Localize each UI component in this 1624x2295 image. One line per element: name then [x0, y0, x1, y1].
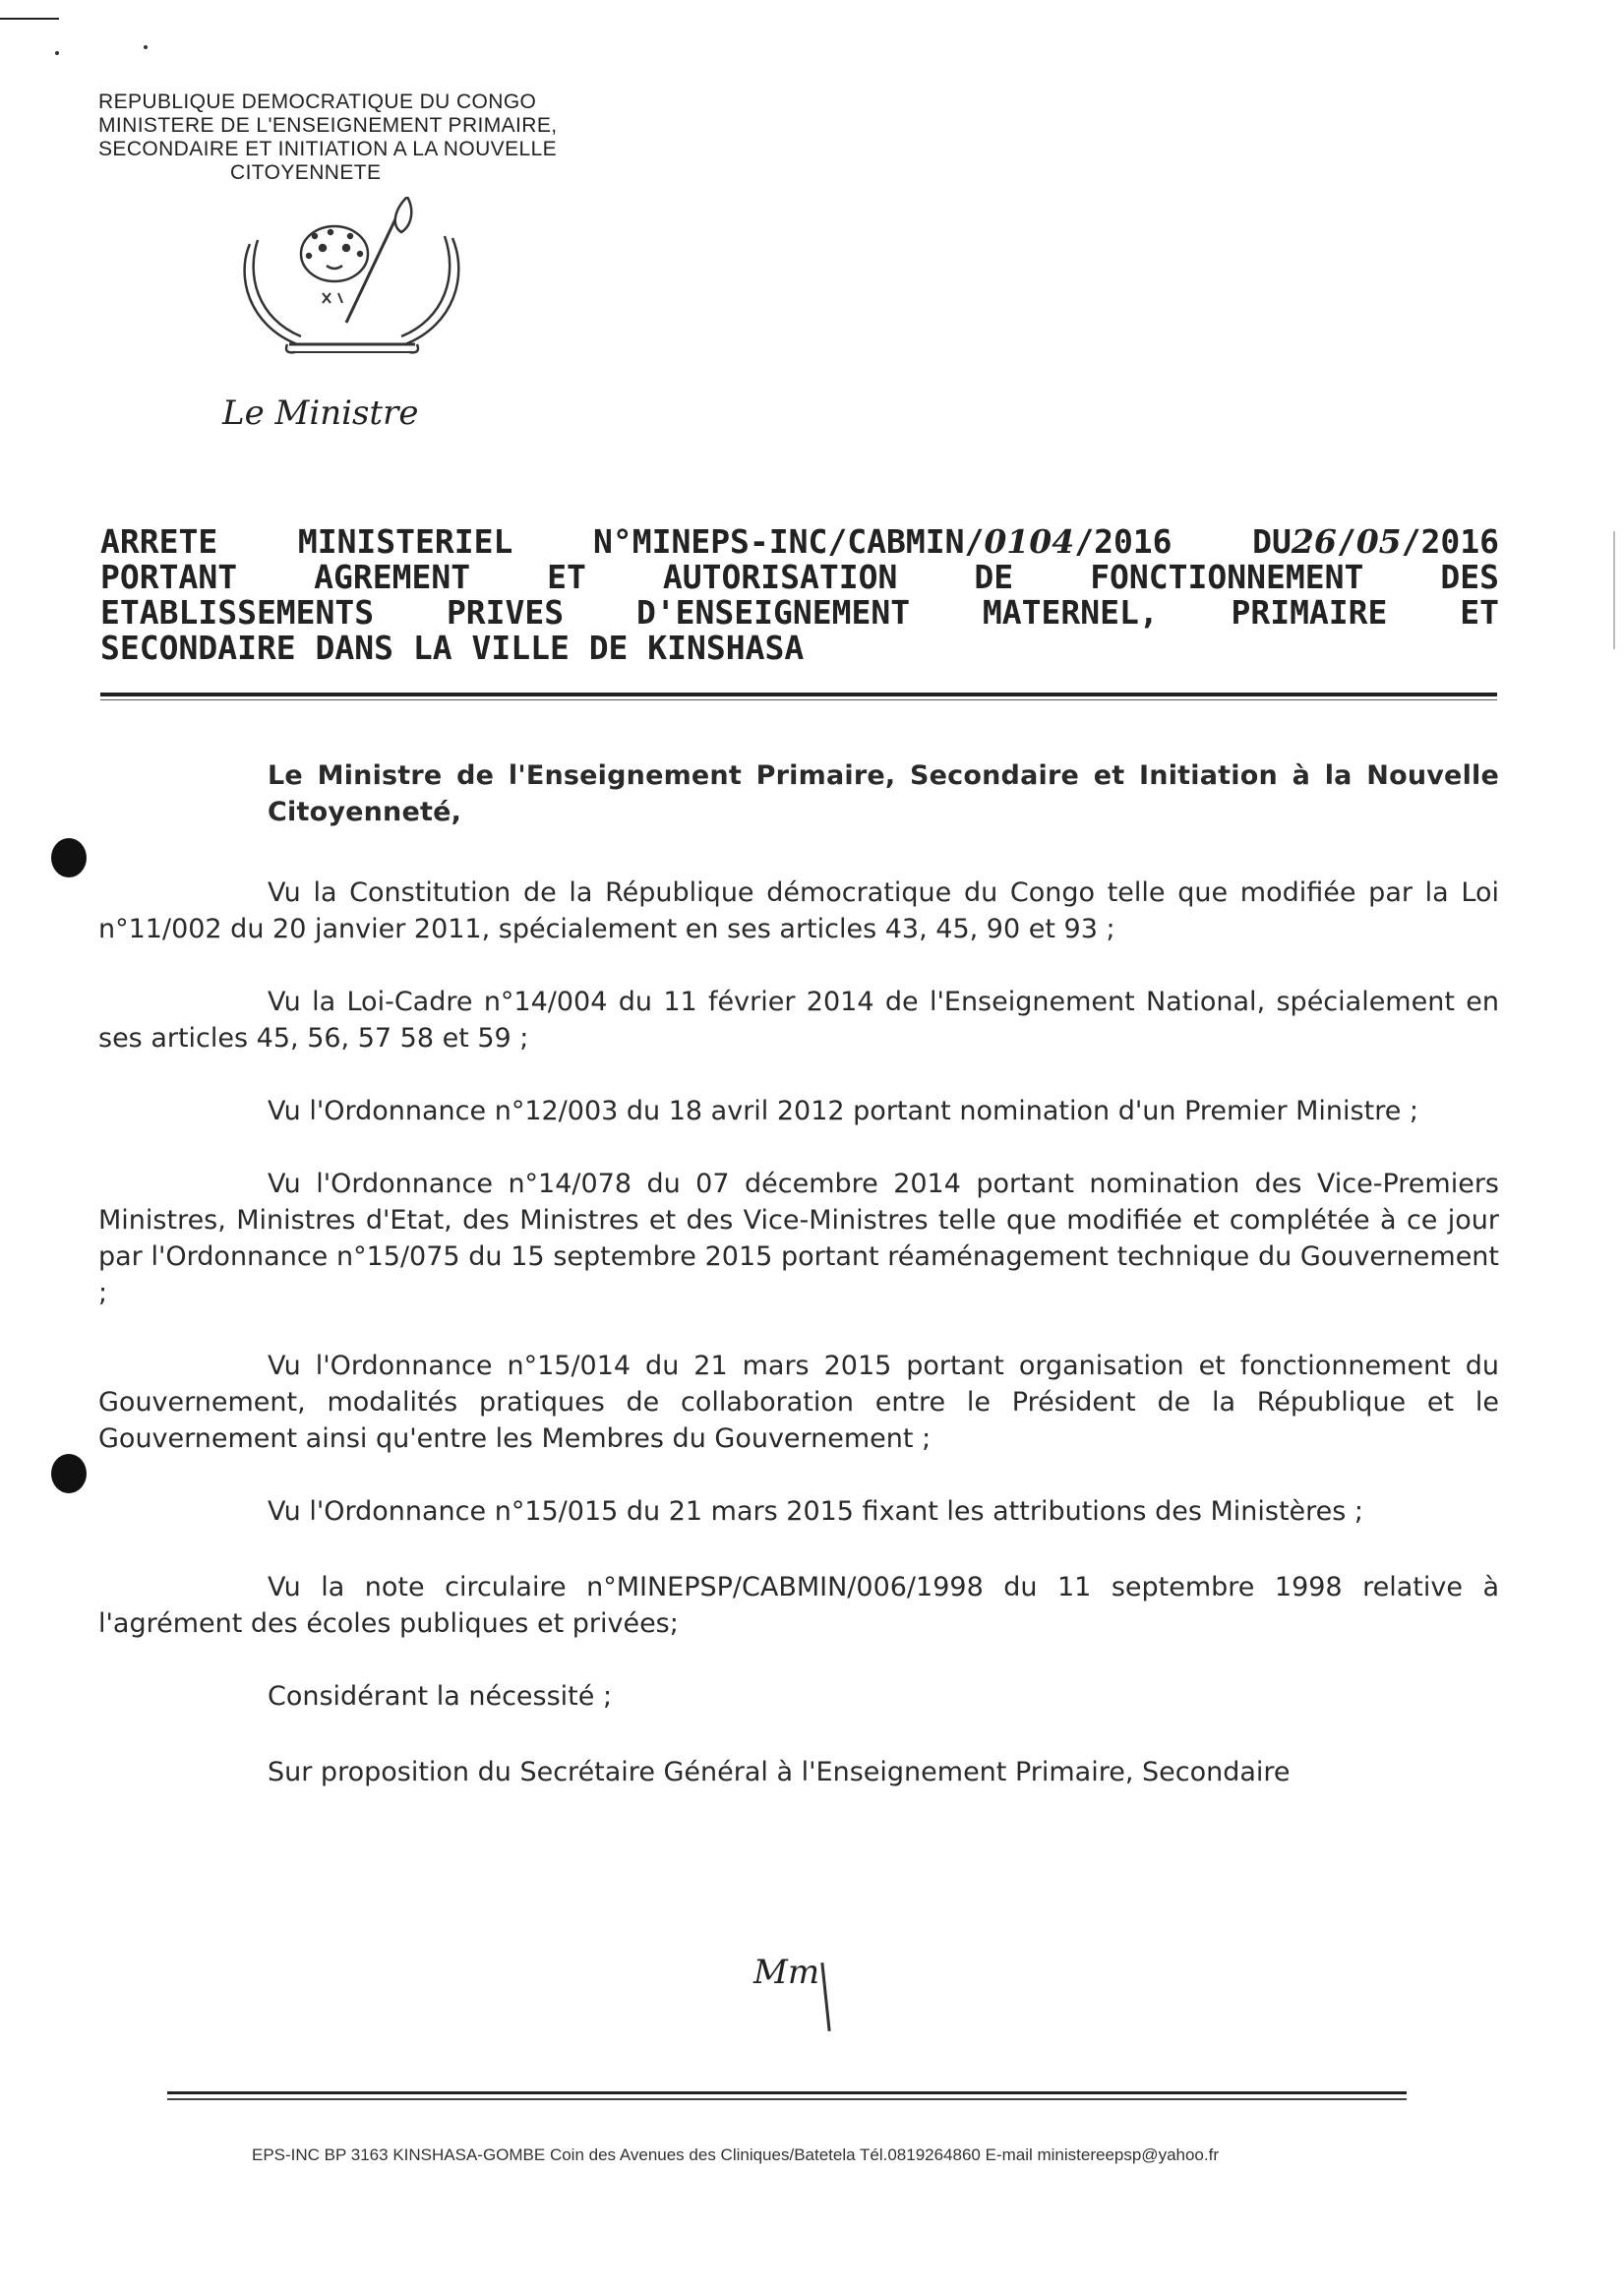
recital-paragraph: Vu la Constitution de la République démocratique du Congo telle que modifiée par la Loi n°11/002 du 20 janvier 2011, spécialement en ses articles 43, 45, 90 et 93 ; — [98, 877, 1499, 944]
reference-year: /2016 — [1074, 522, 1173, 561]
recital-paragraph: Sur proposition du Secrétaire Général à l'Enseignement Primaire, Secondaire — [268, 1757, 1291, 1787]
scan-edge-mark — [1613, 531, 1615, 649]
title-divider — [100, 693, 1497, 696]
recital-paragraph: Vu la Loi-Cadre n°14/004 du 11 février 2014 de l'Enseignement National, spécialement en ses articles 45, 56, 57 58 et 59 ; — [98, 987, 1499, 1054]
footer-divider-thin — [167, 2098, 1407, 2100]
title-word: D'ENSEIGNEMENT — [635, 593, 911, 632]
title-word: MATERNEL, — [982, 593, 1159, 632]
date-separator: / — [1336, 522, 1356, 561]
footer-divider — [167, 2091, 1407, 2094]
decree-intro: Le Ministre de l'Enseignement Primaire, Secondaire et Initiation à la Nouvelle Citoyenneté, — [268, 760, 1499, 827]
initials-stroke — [820, 1963, 830, 2031]
decree-body — [98, 757, 1499, 1818]
letterhead-line: REPUBLIQUE DEMOCRATIQUE DU CONGO — [98, 91, 537, 113]
title-word: PORTANT — [100, 558, 238, 596]
initials-handwritten: Mm — [753, 1953, 820, 1992]
coat-of-arms-emblem — [228, 197, 474, 374]
scan-artifact-dot — [144, 45, 148, 49]
reference-number-handwritten: 0104 — [984, 522, 1075, 561]
title-word: ET — [1460, 593, 1499, 632]
recital-paragraph: Considérant la nécessité ; — [268, 1681, 613, 1712]
decree-title — [100, 524, 1499, 666]
recital-paragraph: Vu l'Ordonnance n°14/078 du 07 décembre 2014 portant nomination des Vice-Premiers Ministres, Ministres d'Etat, des Ministres et des Vice-Ministres telle que modifiée et complétée à ce jour par l'Ordonnance n°15/075 du 15 septembre 2015 portant réaménagement technique du Gouvernement ; — [98, 1169, 1499, 1308]
date-year: /2016 — [1401, 522, 1499, 561]
letterhead-line: SECONDAIRE ET INITIATION A LA NOUVELLE — [98, 138, 558, 160]
letterhead — [98, 91, 669, 185]
title-word: ET — [547, 558, 586, 596]
title-word: PRIMAIRE — [1231, 593, 1388, 632]
title-word: AGREMENT — [314, 558, 471, 596]
decree-date — [1252, 524, 1499, 560]
title-word: DE — [974, 558, 1014, 596]
reference-prefix: N°MINEPS-INC/CABMIN/ — [592, 522, 985, 561]
date-month-handwritten: 05 — [1355, 522, 1402, 561]
footer-address: EPS-INC BP 3163 KINSHASA-GOMBE Coin des Avenues des Cliniques/Batetela Tél.0819264860 E-mail ministereepsp@yahoo.fr — [252, 2145, 1219, 2164]
recital-paragraph: Vu la note circulaire n°MINEPSP/CABMIN/006/1998 du 11 septembre 1998 relative à l'agrément des écoles publiques et privées; — [98, 1572, 1499, 1639]
scan-artifact-dot — [55, 51, 59, 55]
recital-paragraph: Vu l'Ordonnance n°15/014 du 21 mars 2015 portant organisation et fonctionnement du Gouvernement, modalités pratiques de collaboration entre le Président de la République et le Gouvernement ainsi qu'entre les Membres du Gouvernement ; — [98, 1351, 1499, 1454]
letterhead-line: MINISTERE DE L'ENSEIGNEMENT PRIMAIRE, — [98, 114, 558, 137]
minister-signature-title: Le Ministre — [222, 393, 419, 433]
title-word: ARRETE — [100, 522, 218, 561]
title-line — [100, 595, 1499, 631]
punch-hole-mark — [51, 838, 87, 877]
recital-paragraph: Vu l'Ordonnance n°15/015 du 21 mars 2015 fixant les attributions des Ministères ; — [268, 1496, 1364, 1527]
title-word: DES — [1440, 558, 1499, 596]
date-day-handwritten: 26 — [1291, 522, 1337, 561]
title-line — [100, 631, 1499, 666]
decree-reference — [593, 524, 1173, 560]
title-word: AUTORISATION — [662, 558, 898, 596]
letterhead-line: CITOYENNETE — [230, 161, 382, 184]
title-word: FONCTIONNEMENT — [1090, 558, 1364, 596]
title-word: ETABLISSEMENTS — [100, 593, 375, 632]
scan-artifact-line — [0, 18, 59, 20]
recital-paragraph: Vu l'Ordonnance n°12/003 du 18 avril 2012 portant nomination d'un Premier Ministre ; — [268, 1096, 1418, 1126]
title-word: PRIVES — [446, 593, 565, 632]
title-line — [100, 524, 1499, 560]
title-word: MINISTERIEL — [297, 522, 513, 561]
title-divider-thin — [100, 699, 1497, 700]
title-line — [100, 560, 1499, 595]
date-prefix: DU — [1252, 522, 1292, 561]
title-word: SECONDAIRE DANS LA VILLE DE KINSHASA — [100, 629, 805, 667]
punch-hole-mark — [51, 1454, 87, 1493]
